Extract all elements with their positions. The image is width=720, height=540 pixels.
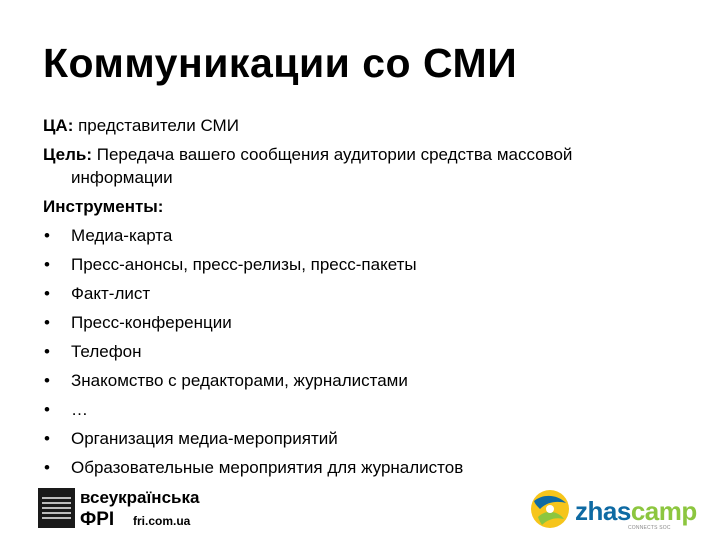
tools-list <box>43 221 693 482</box>
zhascamp-wordmark <box>575 496 697 527</box>
tool-item <box>43 221 693 250</box>
tool-item-text: Телефон <box>71 342 142 361</box>
bullet: • <box>44 342 50 361</box>
bullet: • <box>44 226 50 245</box>
tool-item <box>43 366 693 395</box>
bullet: • <box>44 255 50 274</box>
zhascamp-tagline: CONNECTS SOC <box>628 525 671 531</box>
goal-text: Передача вашего сообщения аудитории средства массовой <box>92 145 573 164</box>
tool-item-text: Медиа-карта <box>71 226 173 245</box>
slide-footer <box>0 480 720 540</box>
tools-label: Инструменты: <box>43 197 164 216</box>
bullet: • <box>44 429 50 448</box>
tool-item <box>43 308 693 337</box>
audience-line <box>43 111 693 140</box>
tool-item <box>43 337 693 366</box>
slide-title: Коммуникации со СМИ <box>43 40 518 86</box>
slide-body <box>43 111 693 482</box>
tool-item <box>43 424 693 453</box>
fri-logo-icon <box>38 488 75 528</box>
tool-item-text: Пресс-конференции <box>71 313 232 332</box>
tool-item <box>43 250 693 279</box>
tool-item-text: … <box>71 400 88 419</box>
fri-url: fri.com.ua <box>133 514 191 528</box>
audience-text: представители СМИ <box>73 116 239 135</box>
bullet: • <box>44 400 50 419</box>
tool-item <box>43 279 693 308</box>
fri-abbr: ФРІ <box>80 509 115 530</box>
tool-item-text: Факт-лист <box>71 284 151 303</box>
tool-item <box>43 395 693 424</box>
tool-item-text: Образовательные мероприятия для журналистов <box>71 458 464 477</box>
zhascamp-logo-icon <box>528 487 572 531</box>
tool-item <box>43 453 693 482</box>
zhascamp-wordmark-camp: camp <box>630 496 697 526</box>
tool-item-text: Знакомство с редакторами, журналистами <box>71 371 408 390</box>
zhascamp-wordmark-zhas: zhas <box>575 496 631 526</box>
bullet: • <box>44 313 50 332</box>
bullet: • <box>44 458 50 477</box>
audience-label: ЦА: <box>43 116 74 135</box>
tool-item-text: Пресс-анонсы, пресс-релизы, пресс-пакеты <box>71 255 417 274</box>
bullet: • <box>44 284 50 303</box>
tool-item-text: Организация медиа-мероприятий <box>71 429 338 448</box>
goal-continuation: информации <box>71 168 173 187</box>
goal-label: Цель: <box>43 145 92 164</box>
bullet: • <box>44 371 50 390</box>
fri-name: всеукраїнська <box>80 488 200 507</box>
